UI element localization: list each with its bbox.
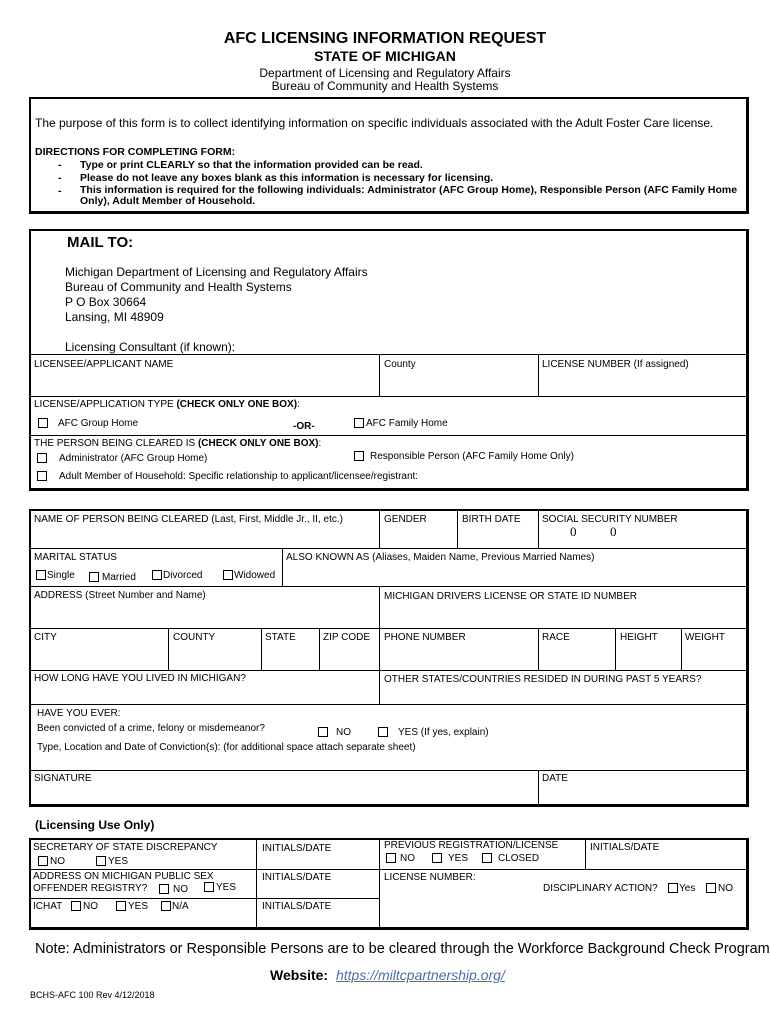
initials-date-3: INITIALS/DATE (262, 872, 332, 883)
ichat-yes-option[interactable]: YES (116, 901, 148, 912)
sex-offender-label-1: ADDRESS ON MICHIGAN PUBLIC SEX (33, 871, 214, 882)
disciplinary-action-label: DISCIPLINARY ACTION? (543, 883, 658, 894)
checkbox[interactable] (318, 727, 328, 737)
checkbox[interactable] (204, 882, 214, 892)
disciplinary-no-option[interactable]: NO (706, 883, 733, 894)
workforce-note: Note: Administrators or Responsible Persons are to be cleared through the Workforce Background Check Program (35, 941, 770, 957)
department-name: Department of Licensing and Regulatory Affairs (259, 66, 511, 80)
address-label: ADDRESS (Street Number and Name) (34, 590, 206, 601)
checkbox[interactable] (38, 418, 48, 428)
license-number-label: LICENSE NUMBER (If assigned) (542, 359, 689, 370)
checkbox[interactable] (96, 856, 106, 866)
drivers-license-label: MICHIGAN DRIVERS LICENSE OR STATE ID NUMBER (384, 591, 637, 602)
website-label: Website: (270, 967, 329, 983)
convicted-yes-option[interactable]: YES (If yes, explain) (378, 727, 489, 738)
license-number-field-label: LICENSE NUMBER: (384, 872, 476, 883)
licensing-use-title: (Licensing Use Only) (35, 818, 155, 832)
checkbox[interactable] (378, 727, 388, 737)
sex-offender-label-2: OFFENDER REGISTRY? (33, 883, 148, 894)
checkbox[interactable] (116, 901, 126, 911)
checkbox[interactable] (354, 451, 364, 461)
checkbox[interactable] (482, 853, 492, 863)
weight-label: WEIGHT (685, 632, 725, 643)
prev-yes-option[interactable]: YES (432, 853, 468, 864)
disciplinary-yes-option[interactable]: Yes (668, 883, 695, 894)
checkbox[interactable] (386, 853, 396, 863)
married-option[interactable]: Married (89, 572, 136, 583)
gender-label: GENDER (384, 514, 427, 525)
checkbox[interactable] (432, 853, 442, 863)
ssn-value-2[interactable]: 0 (610, 524, 617, 539)
single-option[interactable]: Single (36, 570, 75, 581)
ssn-value-1[interactable]: 0 (570, 524, 577, 539)
checkbox[interactable] (37, 453, 47, 463)
bullet-1: - (58, 159, 62, 171)
other-states-label: OTHER STATES/COUNTRIES RESIDED IN DURING PAST 5 YEARS? (384, 674, 702, 685)
adult-member-option[interactable]: Adult Member of Household: Specific relationship to applicant/licensee/registrant: (37, 471, 418, 482)
signature-label: SIGNATURE (34, 773, 92, 784)
state-label: STATE (265, 632, 296, 643)
checkbox[interactable] (706, 883, 716, 893)
ssn-label: SOCIAL SECURITY NUMBER (542, 514, 678, 525)
convicted-no-option[interactable]: NO (318, 727, 351, 738)
mail-to-heading: MAIL TO: (67, 234, 134, 251)
county-label: County (384, 359, 416, 370)
height-label: HEIGHT (620, 632, 658, 643)
sos-no-option[interactable]: NO (38, 856, 65, 867)
convicted-label: Been convicted of a crime, felony or misdemeanor? (37, 723, 265, 734)
initials-date-1: INITIALS/DATE (262, 843, 332, 854)
county-field-label: COUNTY (173, 632, 216, 643)
sos-discrepancy-label: SECRETARY OF STATE DISCREPANCY (33, 842, 218, 853)
form-title: AFC LICENSING INFORMATION REQUEST (223, 30, 547, 47)
initials-date-2: INITIALS/DATE (590, 842, 660, 853)
checkbox[interactable] (161, 901, 171, 911)
person-name-label: NAME OF PERSON BEING CLEARED (Last, First, Middle Jr., II, etc.) (34, 514, 343, 525)
group-home-option[interactable]: AFC Group Home (38, 418, 138, 429)
mail-line-3: P O Box 30664 (65, 295, 147, 309)
aka-label: ALSO KNOWN AS (Aliases, Maiden Name, Previous Married Names) (286, 552, 595, 563)
sex-offender-no-option[interactable]: NO (159, 884, 188, 895)
direction-3: This information is required for the following individuals: Administrator (AFC Group Home), Responsible Person (AFC Family Home Only), Adult Member of Household. (80, 184, 738, 207)
checkbox[interactable] (37, 471, 47, 481)
initials-date-4: INITIALS/DATE (262, 901, 332, 912)
ichat-na-option[interactable]: N/A (161, 901, 189, 912)
directions-title: DIRECTIONS FOR COMPLETING FORM: (35, 146, 236, 158)
how-long-label: HOW LONG HAVE YOU LIVED IN MICHIGAN? (34, 673, 246, 684)
conviction-details-label: Type, Location and Date of Conviction(s): (for additional space attach separate sheet) (37, 742, 416, 753)
sos-yes-option[interactable]: YES (96, 856, 128, 867)
checkbox[interactable] (223, 570, 233, 580)
checkbox[interactable] (89, 572, 99, 582)
divorced-option[interactable]: Divorced (152, 570, 202, 581)
have-you-ever-label: HAVE YOU EVER: (37, 708, 121, 719)
or-label: -OR- (293, 421, 315, 432)
checkbox[interactable] (152, 570, 162, 580)
application-type-label: LICENSE/APPLICATION TYPE (CHECK ONLY ONE BOX): (34, 399, 300, 410)
widowed-option[interactable]: Widowed (223, 570, 275, 581)
checkbox[interactable] (38, 856, 48, 866)
date-label: DATE (542, 773, 568, 784)
ichat-label: ICHAT (33, 901, 63, 912)
checkbox[interactable] (159, 884, 169, 894)
bullet-3: - (58, 185, 62, 197)
licensee-name-label: LICENSEE/APPLICANT NAME (34, 359, 174, 370)
ichat-no-option[interactable]: NO (71, 901, 98, 912)
checkbox[interactable] (36, 570, 46, 580)
person-cleared-label: THE PERSON BEING CLEARED IS (CHECK ONLY ONE BOX): (34, 438, 322, 449)
responsible-person-option[interactable]: Responsible Person (AFC Family Home Only) (354, 451, 574, 462)
sex-offender-yes-option[interactable]: YES (204, 882, 236, 893)
race-label: RACE (542, 632, 570, 643)
zip-label: ZIP CODE (323, 632, 371, 643)
administrator-option[interactable]: Administrator (AFC Group Home) (37, 453, 207, 464)
prev-no-option[interactable]: NO (386, 853, 415, 864)
purpose-text: The purpose of this form is to collect identifying information on specific individuals associated with the Adult Foster Care license. (35, 116, 714, 130)
mail-line-2: Bureau of Community and Health Systems (65, 280, 292, 294)
licensing-consultant-label: Licensing Consultant (if known): (65, 340, 236, 354)
direction-1: Type or print CLEARLY so that the information provided can be read. (80, 159, 423, 171)
form-id: BCHS-AFC 100 Rev 4/12/2018 (30, 990, 155, 1000)
checkbox[interactable] (71, 901, 81, 911)
bullet-2: - (58, 172, 62, 184)
family-home-option[interactable]: AFC Family Home (354, 418, 448, 429)
website-line (270, 967, 505, 983)
prev-registration-label: PREVIOUS REGISTRATION/LICENSE (384, 840, 559, 851)
birth-date-label: BIRTH DATE (462, 514, 521, 525)
checkbox[interactable] (354, 418, 364, 428)
mail-line-1: Michigan Department of Licensing and Regulatory Affairs (65, 265, 368, 279)
city-label: CITY (34, 632, 57, 643)
phone-label: PHONE NUMBER (384, 632, 466, 643)
marital-status-label: MARITAL STATUS (34, 552, 117, 563)
checkbox[interactable] (668, 883, 678, 893)
bureau-name: Bureau of Community and Health Systems (271, 79, 499, 93)
direction-2: Please do not leave any boxes blank as this information is necessary for licensing. (80, 172, 494, 184)
state-heading: STATE OF MICHIGAN (314, 48, 456, 64)
website-link[interactable]: https://miltcpartnership.org/ (335, 967, 505, 983)
prev-closed-option[interactable]: CLOSED (482, 853, 539, 864)
mail-line-4: Lansing, MI 48909 (65, 310, 164, 324)
